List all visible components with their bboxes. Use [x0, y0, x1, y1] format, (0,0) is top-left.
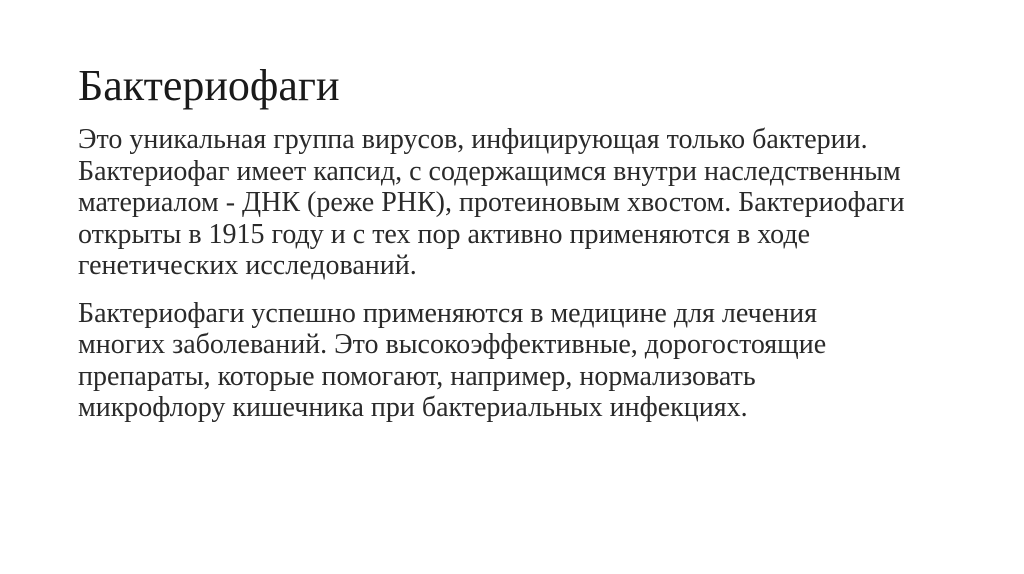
paragraph-line: материалом - ДНК (реже РНК), протеиновым хвостом. Бактериофаги	[78, 187, 905, 218]
paragraph-line: генетических исследований.	[78, 250, 417, 281]
paragraph-line: микрофлору кишечника при бактериальных инфекциях.	[78, 392, 748, 423]
paragraph-line: Бактериофаг имеет капсид, с содержащимся внутри наследственным	[78, 155, 901, 187]
paragraph-line: препараты, которые помогают, например, нормализовать	[78, 360, 756, 392]
paragraph-line: открыты в 1915 году и с тех пор активно применяются в ходе	[78, 218, 810, 250]
slide-body	[78, 124, 978, 424]
paragraph-line: Бактериофаги успешно применяются в медицине для лечения	[78, 297, 817, 329]
slide-title: Бактериофаги	[78, 61, 340, 110]
paragraph-line: многих заболеваний. Это высокоэффективные, дорогостоящие	[78, 329, 827, 360]
paragraph-medicine	[78, 298, 978, 424]
paragraph-intro	[78, 124, 978, 282]
paragraph-line: Это уникальная группа вирусов, инфицирующая только бактерии.	[78, 124, 868, 155]
